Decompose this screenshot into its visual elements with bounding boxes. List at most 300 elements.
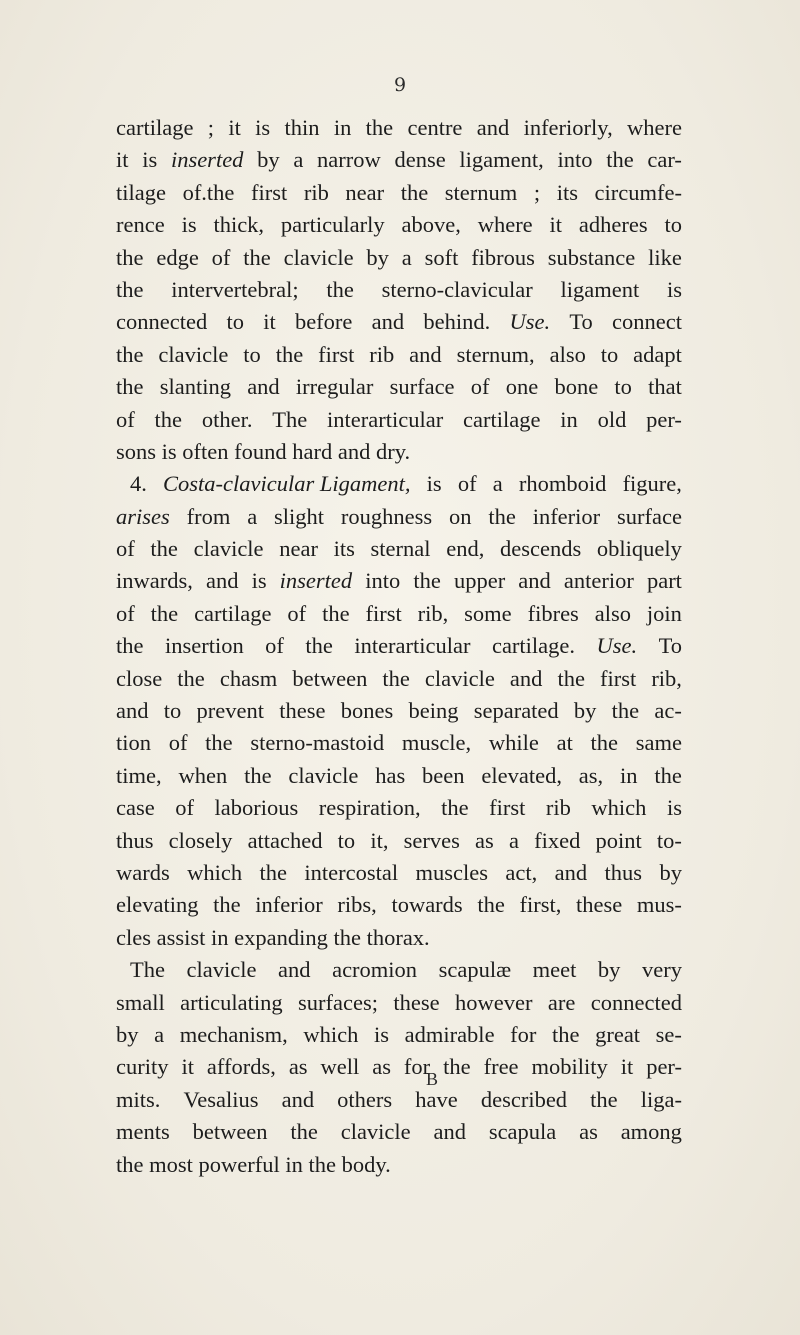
word: where (627, 115, 682, 140)
text-line (116, 889, 682, 921)
word: being (408, 698, 459, 724)
text-line (116, 1019, 682, 1051)
word: its (556, 179, 578, 205)
word: ac- (654, 698, 682, 724)
word: interarticular (327, 406, 444, 432)
word: free (483, 1054, 519, 1080)
italic-term: inserted (279, 568, 353, 594)
word: in (560, 406, 578, 432)
word: it (181, 1054, 194, 1080)
word: act, (505, 859, 538, 885)
word: as, (578, 762, 604, 788)
word: muscles (415, 859, 489, 885)
word: the (154, 406, 183, 432)
word: to (600, 341, 619, 367)
word: above, (401, 212, 461, 238)
word: in (620, 762, 638, 788)
word: join (646, 600, 682, 626)
word: inferior (255, 892, 323, 918)
word: near (279, 536, 318, 562)
word: between (192, 1119, 268, 1145)
word: is (666, 795, 682, 821)
word: connect (612, 309, 682, 335)
word: acromion (332, 957, 418, 983)
word: as (579, 1119, 598, 1145)
word: towards (391, 892, 463, 918)
word: irregular (295, 374, 374, 400)
word: which (187, 859, 243, 885)
word: ; (533, 179, 541, 205)
word: sternum (444, 179, 518, 205)
word: to (163, 698, 182, 724)
word: a (492, 471, 503, 497)
word: the (552, 1021, 580, 1047)
word: time, (116, 762, 162, 788)
word: into (365, 568, 401, 594)
word: of.the (182, 179, 235, 205)
word: rib (303, 179, 329, 205)
word: laborious (214, 795, 299, 821)
page-number: 9 (393, 74, 407, 96)
word: of (457, 471, 477, 497)
word: clavicle (193, 536, 264, 562)
word: among (620, 1119, 682, 1145)
word: it (228, 115, 241, 140)
word: connected (590, 989, 682, 1015)
word: rib, (417, 600, 449, 626)
text-line (116, 339, 682, 371)
word: which (591, 795, 647, 821)
word: thus (604, 859, 643, 885)
word: rib (369, 341, 395, 367)
word: mus- (636, 892, 682, 918)
word: a (401, 244, 412, 270)
word: between (292, 665, 368, 691)
word: surface (617, 503, 682, 529)
word: ; (207, 115, 215, 140)
word: and (409, 341, 442, 367)
word: it, (370, 827, 389, 853)
text-line (116, 209, 682, 241)
word: these (279, 698, 326, 724)
word: rence (116, 212, 165, 238)
word: scapula (488, 1119, 557, 1145)
word: tilage (116, 179, 166, 205)
word: soft (424, 244, 459, 270)
word: The (272, 406, 308, 432)
word: first (318, 341, 355, 367)
word: elevating (116, 892, 199, 918)
word: same (635, 730, 682, 756)
word: car- (647, 147, 682, 173)
word: of (265, 633, 284, 659)
word: the (150, 536, 178, 562)
word: by (597, 957, 621, 983)
word: fixed (534, 827, 581, 853)
word: point (595, 827, 642, 853)
word: like (648, 244, 682, 270)
word: prevent (196, 698, 264, 724)
text-line (116, 371, 682, 403)
word: figure, (622, 471, 682, 497)
word: to (614, 374, 632, 400)
word: 4. (130, 471, 147, 497)
word: well (320, 1054, 360, 1080)
word: when (178, 762, 228, 788)
word: these (393, 989, 440, 1015)
word: obliquely (596, 536, 682, 562)
word: the (116, 633, 144, 659)
word: to (337, 827, 356, 853)
word: and (205, 568, 239, 594)
word: the (243, 244, 271, 270)
word: rhomboid (518, 471, 607, 497)
text-line (116, 1149, 682, 1181)
word: the (326, 276, 354, 302)
word: the (116, 244, 144, 270)
word: thick, (213, 212, 265, 238)
word: first, (519, 892, 562, 918)
word: also (594, 600, 631, 626)
word: bones (340, 698, 394, 724)
word: separated (473, 698, 559, 724)
text-line (116, 1116, 682, 1148)
word: the (116, 276, 144, 302)
text-line (116, 501, 682, 533)
italic-term: Use. (596, 633, 638, 659)
word: anterior (563, 568, 634, 594)
word: some (464, 600, 512, 626)
word: intercostal (304, 859, 399, 885)
word: the (443, 1054, 471, 1080)
word: sternum, (456, 341, 535, 367)
word: as (475, 827, 494, 853)
word: inferiorly, (523, 115, 613, 140)
word: have (415, 1086, 458, 1112)
word: cartilage (463, 406, 541, 432)
word: part (646, 568, 682, 594)
word: the (305, 633, 333, 659)
word: sterno-clavicular (381, 276, 533, 302)
word: of (175, 795, 194, 821)
word: thin (284, 115, 320, 140)
word: near (345, 179, 385, 205)
word: and (371, 309, 405, 335)
word: wards (116, 859, 170, 885)
word: and (278, 957, 311, 983)
word: as (288, 1054, 308, 1080)
word: and (518, 568, 551, 594)
word: slight (274, 503, 325, 529)
word: is (251, 568, 267, 594)
word: ligament (560, 276, 640, 302)
word: where (477, 212, 533, 238)
word: the (441, 795, 469, 821)
word: a (247, 503, 258, 529)
word: roughness (340, 503, 433, 529)
word: The (130, 957, 165, 983)
word: by (116, 1021, 139, 1047)
text-line (116, 533, 682, 565)
word: the (275, 341, 304, 367)
word: the (400, 179, 429, 205)
text-line (116, 404, 682, 436)
word: closely (168, 827, 233, 853)
word: of (168, 730, 188, 756)
word: and (433, 1119, 466, 1145)
word: the (322, 600, 350, 626)
word: that (648, 374, 682, 400)
word: it (620, 1054, 634, 1080)
italic-term: arises (116, 503, 170, 529)
word: also (549, 341, 586, 367)
word: mechanism, (179, 1021, 288, 1047)
word: and (509, 665, 543, 691)
word: articulating (180, 989, 283, 1015)
word: and (476, 115, 510, 140)
word: attached (247, 827, 323, 853)
word: of (116, 600, 135, 626)
word: the (205, 730, 233, 756)
signature-mark: B (426, 1069, 439, 1089)
word: small (116, 989, 165, 1015)
word: mits. (116, 1086, 161, 1112)
word: ligament, (459, 147, 544, 173)
word: of (116, 406, 135, 432)
word: elevated, (481, 762, 562, 788)
word: it (263, 309, 276, 335)
word: particularly (280, 212, 385, 238)
word: the (590, 730, 619, 756)
text-run: sons is often found hard and dry. (116, 438, 411, 464)
word: cartilage (194, 600, 272, 626)
word: tion (116, 730, 152, 756)
word: the (259, 859, 288, 885)
word: the (590, 1086, 618, 1112)
word: se- (655, 1021, 682, 1047)
word: substance (547, 244, 636, 270)
word: from (186, 503, 231, 529)
word: by (366, 244, 389, 270)
word: first (489, 795, 526, 821)
word: surfaces; (298, 989, 378, 1015)
word: is (426, 471, 442, 497)
word: curity (116, 1054, 169, 1080)
word: is (255, 115, 271, 140)
word: of (470, 374, 490, 400)
text-line (116, 468, 682, 500)
italic-term: Use. (509, 309, 551, 335)
word: cartilage (116, 115, 194, 140)
word: serves (403, 827, 460, 853)
word: intervertebral; (171, 276, 299, 302)
word: clavicle (340, 1119, 411, 1145)
word: meet (532, 957, 577, 983)
word: of (287, 600, 307, 626)
word: a (154, 1021, 165, 1047)
word: bone (554, 374, 599, 400)
word: centre (407, 115, 463, 140)
word: to (664, 212, 682, 238)
word: interarticular (354, 633, 471, 659)
word: slanting (159, 374, 231, 400)
body-text (116, 112, 682, 1181)
text-line (116, 792, 682, 824)
text-line (116, 112, 682, 144)
word: at (556, 730, 573, 756)
word: the (116, 341, 144, 367)
word: by (257, 147, 280, 173)
word: to- (656, 827, 682, 853)
word: in (333, 115, 352, 140)
word: first (600, 665, 637, 691)
word: it (549, 212, 563, 238)
word: of (116, 536, 135, 562)
word: sternal (370, 536, 431, 562)
word: great (595, 1021, 641, 1047)
text-line (116, 760, 682, 792)
word: is (666, 276, 682, 302)
word: others (337, 1086, 393, 1112)
word: edge (156, 244, 199, 270)
word: thus (116, 827, 154, 853)
word: end, (446, 536, 485, 562)
word: to (243, 341, 261, 367)
word: adapt (633, 341, 682, 367)
word: respiration, (318, 795, 421, 821)
word: for (403, 1054, 431, 1080)
word: the (244, 762, 272, 788)
word: connected (116, 309, 208, 335)
word: the (150, 600, 179, 626)
word: as (372, 1054, 391, 1080)
word: close (116, 665, 163, 691)
text-line (116, 663, 682, 695)
word: affords, (206, 1054, 276, 1080)
italic-term: Costa-clavicular Ligament, (163, 471, 411, 497)
word: it (116, 147, 129, 173)
word: liga- (640, 1086, 682, 1112)
text-line (116, 565, 682, 597)
word: insertion (164, 633, 244, 659)
word: by (573, 698, 597, 724)
word: by (659, 859, 682, 885)
word: rib (545, 795, 571, 821)
word: first (251, 179, 288, 205)
word: the (213, 892, 241, 918)
text-run: cles assist in expanding the thorax. (116, 924, 430, 950)
word: clavicle (424, 665, 495, 691)
word: rib, (651, 665, 682, 691)
word: case (116, 795, 155, 821)
word: to (226, 309, 244, 335)
word: the (177, 665, 205, 691)
text-line (116, 954, 682, 986)
word: one (505, 374, 539, 400)
word: clavicle (288, 762, 359, 788)
text-line (116, 922, 682, 954)
word: To (569, 309, 593, 335)
word: on (449, 503, 472, 529)
word: and (554, 859, 588, 885)
word: before (294, 309, 353, 335)
text-line (116, 242, 682, 274)
word: for (510, 1021, 537, 1047)
word: upper (453, 568, 506, 594)
word: other. (201, 406, 253, 432)
word: its (333, 536, 355, 562)
word: of (211, 244, 231, 270)
word: clavicle (186, 957, 257, 983)
word: the (488, 503, 516, 529)
word: adheres (578, 212, 648, 238)
word: the (611, 698, 640, 724)
word: the (413, 568, 441, 594)
text-line (116, 825, 682, 857)
word: inferior (532, 503, 601, 529)
word: and (247, 374, 280, 400)
word: inwards, (116, 568, 193, 594)
word: admirable (404, 1021, 495, 1047)
italic-term: inserted (170, 147, 244, 173)
word: a (293, 147, 304, 173)
text-run: the most powerful in the body. (116, 1151, 391, 1177)
text-line (116, 274, 682, 306)
text-line (116, 1051, 682, 1083)
text-line (116, 695, 682, 727)
word: is (373, 1021, 389, 1047)
word: dense (394, 147, 446, 173)
word: while (488, 730, 539, 756)
word: per- (646, 406, 682, 432)
word: cartilage. (491, 633, 576, 659)
word: To (658, 633, 682, 659)
word: clavicle (283, 244, 354, 270)
word: clavicle (158, 341, 229, 367)
word: is (142, 147, 158, 173)
word: been (422, 762, 465, 788)
text-line (116, 727, 682, 759)
word: per- (646, 1054, 682, 1080)
word: circumfe- (594, 179, 682, 205)
word: the (606, 147, 634, 173)
word: are (547, 989, 576, 1015)
text-line (116, 144, 682, 176)
word: scapulæ (438, 957, 512, 983)
word: the (290, 1119, 318, 1145)
word: the (654, 762, 682, 788)
text-line (116, 598, 682, 630)
word: however (455, 989, 533, 1015)
word: mobility (531, 1054, 608, 1080)
word: these (576, 892, 623, 918)
word: old (597, 406, 627, 432)
text-line (116, 306, 682, 338)
word: ments (116, 1119, 170, 1145)
word: fibres (527, 600, 579, 626)
word: behind. (423, 309, 491, 335)
word: the (382, 665, 410, 691)
word: descends (500, 536, 582, 562)
word: very (641, 957, 682, 983)
word: and (281, 1086, 315, 1112)
word: first (365, 600, 402, 626)
word: muscle, (401, 730, 472, 756)
text-line (116, 1084, 682, 1116)
word: surface (389, 374, 455, 400)
word: a (508, 827, 519, 853)
word: narrow (317, 147, 381, 173)
